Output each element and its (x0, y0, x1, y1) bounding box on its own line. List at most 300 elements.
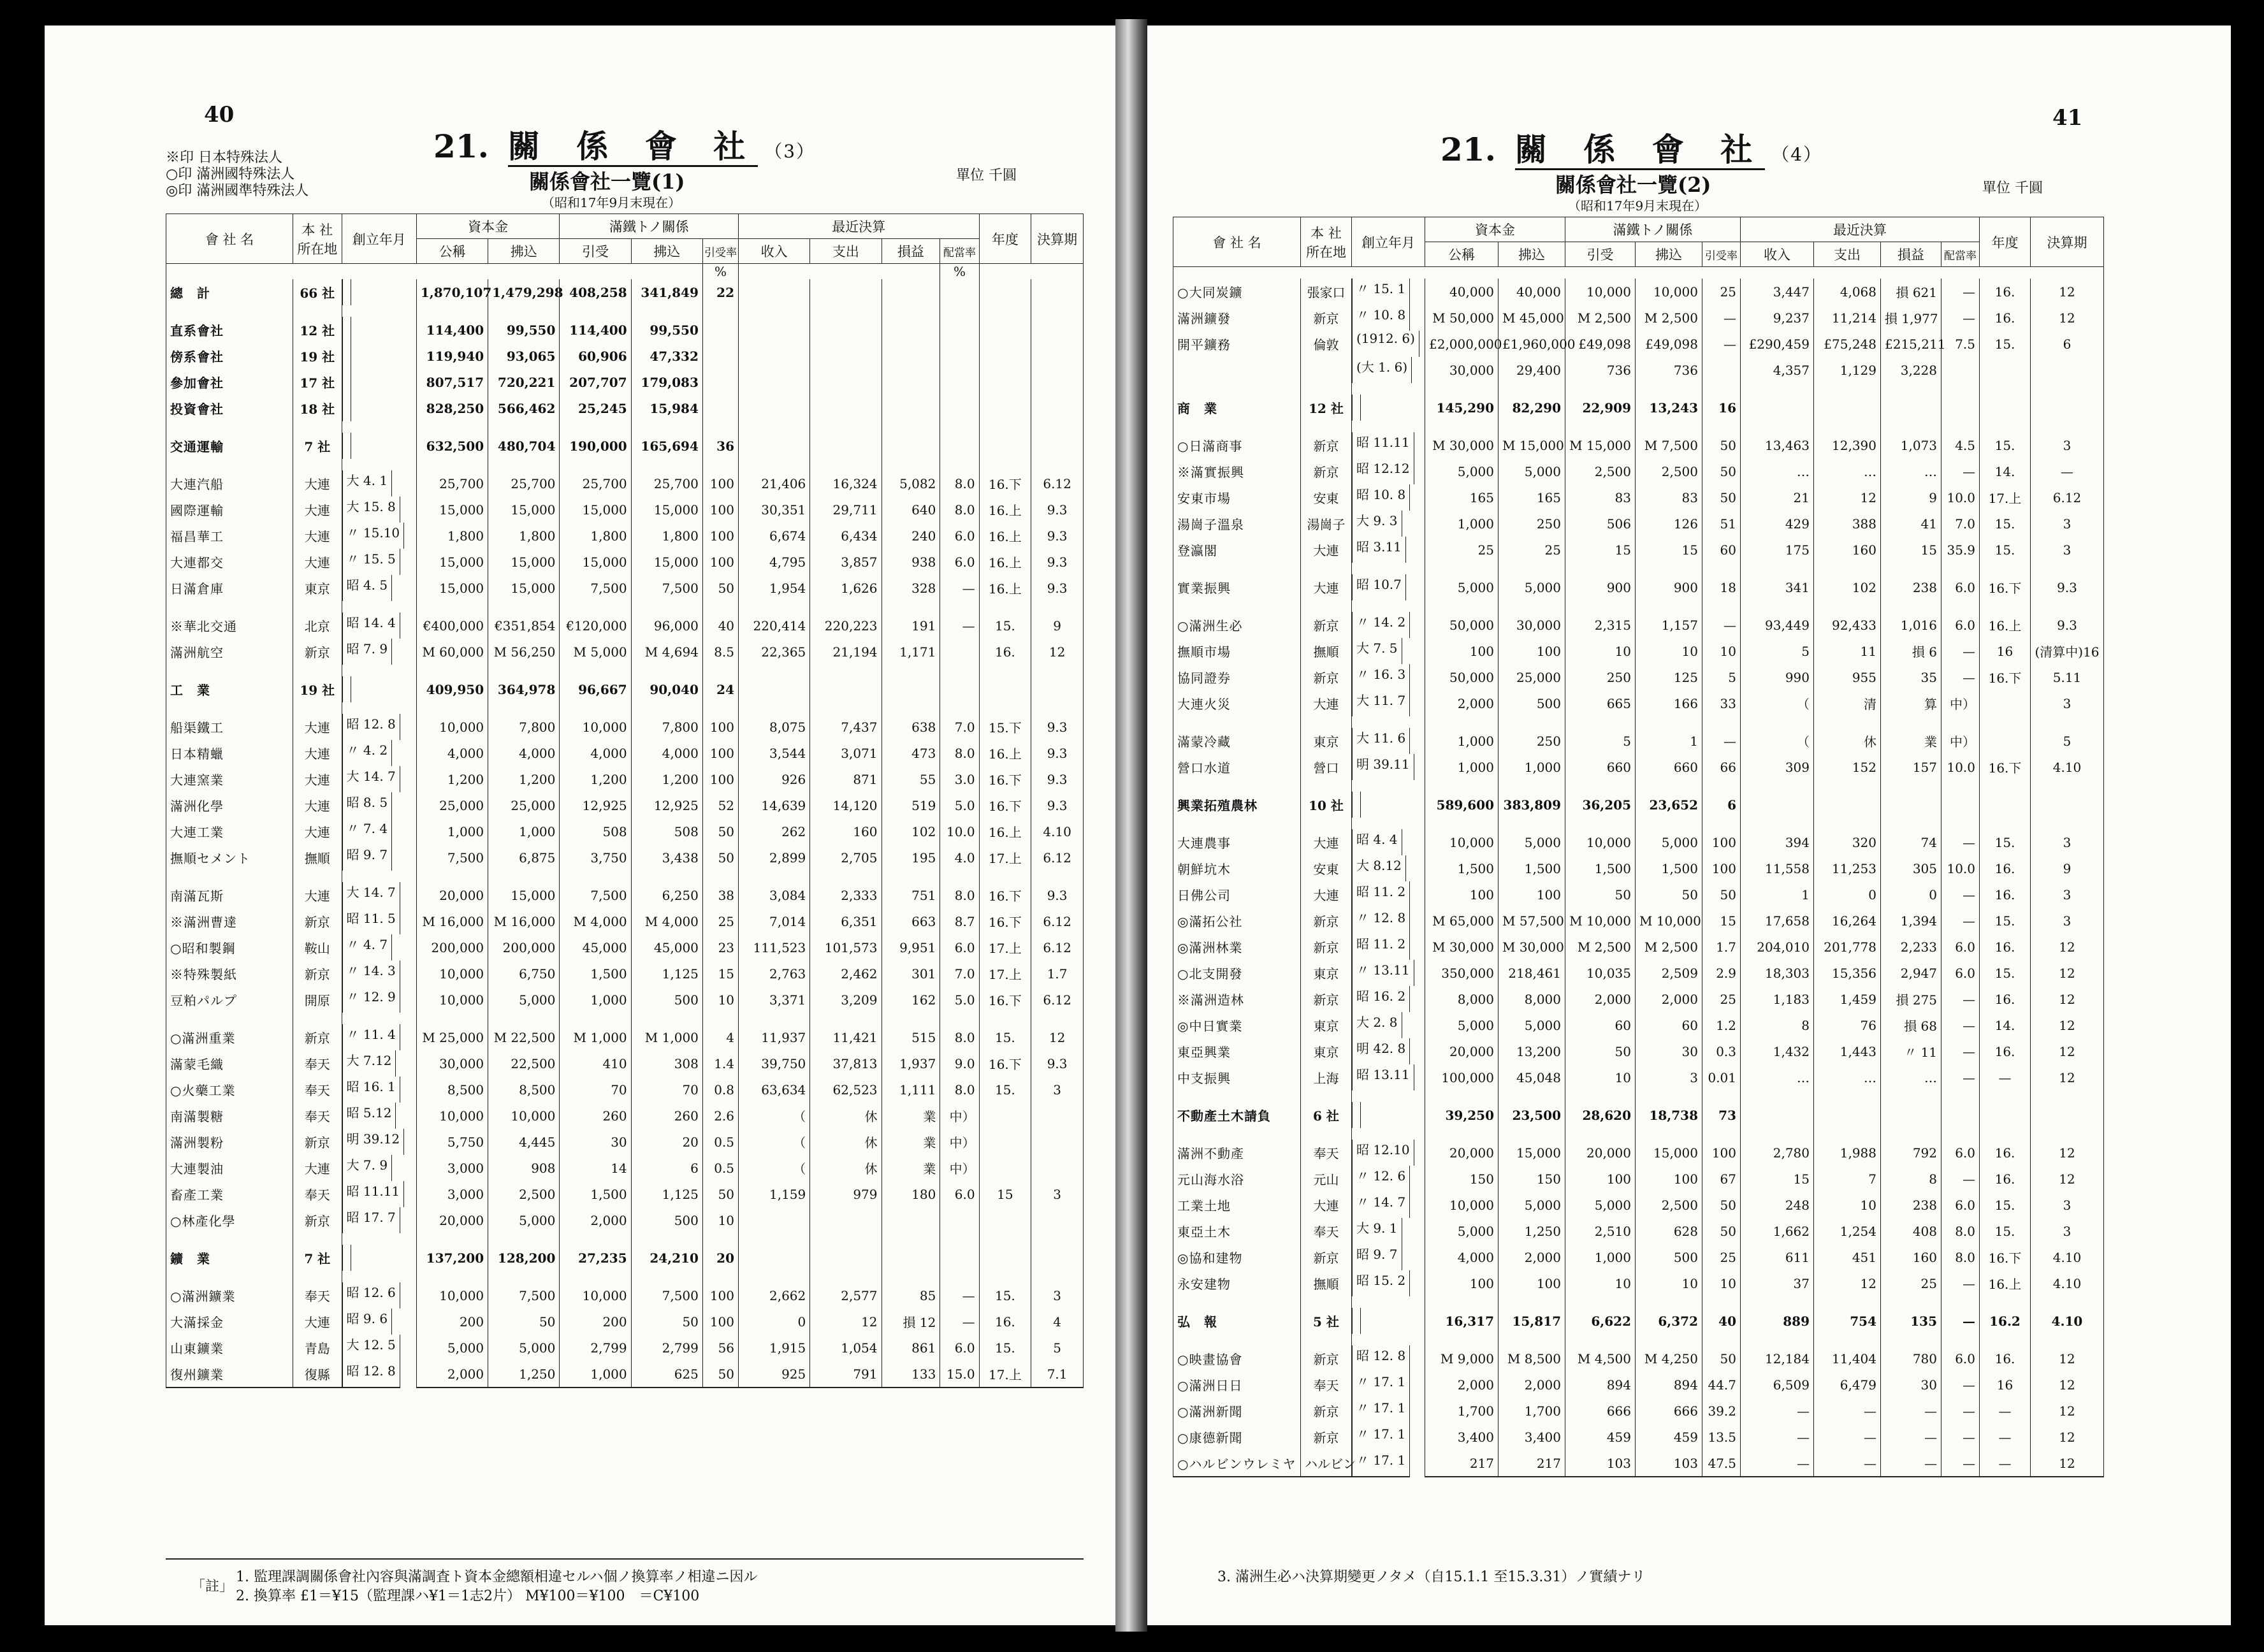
dividend-rate: — (1941, 1372, 1980, 1398)
founded: 大 7. 5 (1352, 638, 1402, 664)
company-name: ○滿洲新聞 (1173, 1398, 1301, 1424)
company-row (166, 1076, 1084, 1103)
settlement-month (1031, 1129, 1084, 1155)
category-subtotal-row (166, 395, 1084, 421)
capital-paid: 15,000 (488, 549, 560, 575)
settlement-month: 3 (1031, 1076, 1084, 1103)
location: 大連 (1301, 881, 1352, 908)
settlement-month (1031, 369, 1084, 395)
settlement-month: 3 (2031, 432, 2104, 458)
subscription-ratio: 50 (1702, 484, 1741, 511)
capital-authorized: 8,500 (416, 1076, 488, 1103)
founded: 大 7.12 (342, 1050, 396, 1076)
fiscal-year: 15 (979, 1181, 1031, 1207)
expense: 2,705 (810, 844, 882, 871)
subscribed: 12,925 (560, 792, 631, 818)
capital-paid: 15,817 (1498, 1308, 1565, 1334)
subscribed: 15,000 (560, 549, 631, 575)
income (739, 317, 810, 343)
expense: 11,421 (810, 1024, 882, 1050)
capital-paid: 5,000 (488, 1335, 560, 1361)
capital-paid: 5,000 (488, 987, 560, 1013)
settlement-month: 4.10 (2031, 1270, 2104, 1296)
subscribed: 5 (1565, 728, 1636, 754)
capital-authorized: 1,700 (1425, 1398, 1498, 1424)
subscribed-paid: 894 (1636, 1372, 1702, 1398)
capital-authorized: 10,000 (416, 987, 488, 1013)
subscribed: 50 (1565, 1038, 1636, 1064)
capital-paid: 93,065 (488, 343, 560, 369)
dividend-rate: 4.5 (1941, 432, 1980, 458)
company-row (1173, 1218, 2104, 1244)
expense: 休 (810, 1129, 882, 1155)
capital-authorized: 30,000 (1425, 357, 1498, 383)
subscribed-paid: 165,694 (631, 433, 702, 459)
expense (1814, 1102, 1881, 1128)
subscribed: 3,750 (560, 844, 631, 871)
founded (342, 369, 351, 395)
profit-loss: 25 (1881, 1270, 1941, 1296)
company-row (1173, 908, 2104, 934)
profit-loss (1881, 395, 1941, 421)
header-capital-paid: 拂込 (488, 239, 560, 264)
settlement-month: 9.3 (1031, 575, 1084, 601)
settlement-month (1031, 279, 1084, 305)
capital-paid: 82,290 (1498, 395, 1565, 421)
settlement-month: 9 (2031, 855, 2104, 881)
capital-paid: 29,400 (1498, 357, 1565, 383)
location (1301, 357, 1352, 383)
dividend-rate: — (1941, 1166, 1980, 1192)
location: 新京 (1301, 934, 1352, 960)
profit-loss: 業 (882, 1155, 940, 1181)
subscription-ratio: 100 (702, 766, 738, 792)
location: 湯崗子 (1301, 511, 1352, 537)
profit-loss: 損 68 (1881, 1012, 1941, 1038)
founded (1352, 395, 1361, 421)
capital-paid: 25 (1498, 537, 1565, 563)
settlement-month: 6.12 (1031, 987, 1084, 1013)
subscription-ratio: 100 (702, 549, 738, 575)
subscription-ratio: 24 (702, 676, 738, 702)
company-row (1173, 331, 2104, 357)
location: 6 社 (1301, 1102, 1352, 1128)
company-name: 大連汽船 (166, 470, 293, 496)
income: 9,237 (1741, 305, 1814, 331)
fiscal-year: 16. (1980, 855, 2031, 881)
capital-paid: 99,550 (488, 317, 560, 343)
income: 63,634 (739, 1076, 810, 1103)
expense: 3,071 (810, 740, 882, 766)
fiscal-year: 16.2 (1980, 1308, 2031, 1334)
expense: … (1814, 1064, 1881, 1090)
capital-authorized: 39,250 (1425, 1102, 1498, 1128)
expense: 2,333 (810, 882, 882, 908)
dividend-rate: — (940, 575, 979, 601)
subscribed: 1,000 (560, 987, 631, 1013)
income (739, 279, 810, 305)
header-ratio: 引受率 (702, 239, 738, 264)
income: 2,662 (739, 1282, 810, 1308)
company-row (166, 1308, 1084, 1335)
subscribed-paid: 500 (631, 1207, 702, 1233)
fiscal-year: 14. (1980, 1012, 2031, 1038)
company-row (166, 1129, 1084, 1155)
fiscal-year: 16. (1980, 934, 2031, 960)
settlement-month: — (2031, 458, 2104, 484)
capital-paid: £1,960,000 (1498, 331, 1565, 357)
capital-authorized: 217 (1425, 1450, 1498, 1477)
date-note: （昭和17年9月末現在） (1568, 198, 1708, 214)
fiscal-year: 16.下 (979, 766, 1031, 792)
subscribed: 200 (560, 1308, 631, 1335)
location: 青島 (293, 1335, 342, 1361)
settlement-month: 4.10 (2031, 1308, 2104, 1334)
company-name: 山東鑛業 (166, 1335, 293, 1361)
capital-paid: 500 (1498, 690, 1565, 716)
company-name: ○ハルビンウレミヤ (1173, 1450, 1301, 1477)
expense: 16,324 (810, 470, 882, 496)
subscribed: 10,000 (560, 1282, 631, 1308)
location: 大連 (293, 766, 342, 792)
capital-paid: M 8,500 (1498, 1345, 1565, 1372)
income: 204,010 (1741, 934, 1814, 960)
company-row (1173, 1372, 2104, 1398)
company-name: 東亞興業 (1173, 1038, 1301, 1064)
company-row (1173, 1140, 2104, 1166)
capital-paid: 2,000 (1498, 1244, 1565, 1270)
subscription-ratio: 44.7 (1702, 1372, 1741, 1398)
expense (810, 433, 882, 459)
profit-loss: 640 (882, 496, 940, 523)
subscribed: 2,000 (560, 1207, 631, 1233)
profit-loss: 8 (1881, 1166, 1941, 1192)
capital-authorized: M 9,000 (1425, 1345, 1498, 1372)
location: 撫順 (1301, 638, 1352, 664)
fiscal-year (1980, 1102, 2031, 1128)
company-name: 安東市場 (1173, 484, 1301, 511)
income: （ (739, 1129, 810, 1155)
header-mantetsu: 滿鐵トノ關係 (1565, 217, 1741, 242)
settlement-month: 12 (2031, 1012, 2104, 1038)
settlement-month (1031, 395, 1084, 421)
fiscal-year (1980, 395, 2031, 421)
income: 1,432 (1741, 1038, 1814, 1064)
settlement-month (2031, 792, 2104, 818)
location: 大連 (293, 714, 342, 740)
founded: 昭 12. 8 (342, 714, 400, 740)
capital-paid: 250 (1498, 511, 1565, 537)
expense: 388 (1814, 511, 1881, 537)
companies-table-1 (166, 214, 1084, 1388)
profit-loss: … (1881, 1064, 1941, 1090)
legend-item: ※印 日本特殊法人 (166, 150, 283, 166)
fiscal-year: 16.上 (979, 549, 1031, 575)
capital-paid: 6,875 (488, 844, 560, 871)
capital-authorized: 165 (1425, 484, 1498, 511)
fiscal-year: 15. (1980, 1192, 2031, 1218)
subscription-ratio: 8.5 (702, 639, 738, 665)
subscribed: 10 (1565, 1064, 1636, 1090)
expense (810, 1245, 882, 1271)
capital-paid: M 56,250 (488, 639, 560, 665)
capital-paid: 250 (1498, 728, 1565, 754)
location: 元山 (1301, 1166, 1352, 1192)
settlement-month: 12 (2031, 1424, 2104, 1450)
expense: 320 (1814, 829, 1881, 855)
company-row (1173, 855, 2104, 881)
subscribed: 15,000 (560, 496, 631, 523)
fiscal-year: 16.下 (979, 882, 1031, 908)
subscribed-paid: 6,372 (1636, 1308, 1702, 1334)
founded: 昭 12.10 (1352, 1140, 1414, 1166)
location: 營口 (1301, 754, 1352, 780)
spacer-row (166, 421, 1084, 433)
company-name: 大連農事 (1173, 829, 1301, 855)
company-row (1173, 690, 2104, 716)
subscribed-paid: 2,500 (1636, 1192, 1702, 1218)
income: 220,414 (739, 612, 810, 639)
expense: 160 (1814, 537, 1881, 563)
capital-authorized: 10,000 (416, 1103, 488, 1129)
spacer-row (1173, 563, 2104, 574)
founded: 昭 17. 7 (342, 1207, 400, 1233)
dividend-rate (940, 279, 979, 305)
subscribed-paid: 500 (1636, 1244, 1702, 1270)
dividend-rate: 9.0 (940, 1050, 979, 1076)
footnote: 1. 監理課調關係會社內容與滿調査ト資本金總額相違セルハ個ノ換算率ノ相違ニ因ル (236, 1569, 758, 1585)
subscription-ratio: 0.8 (702, 1076, 738, 1103)
capital-paid: 100 (1498, 1270, 1565, 1296)
settlement-month: 6.12 (1031, 908, 1084, 934)
legend (166, 150, 308, 199)
location: 大連 (1301, 829, 1352, 855)
fiscal-year: 16.上 (1980, 612, 2031, 638)
subscribed-paid: 1,500 (1636, 855, 1702, 881)
subscription-ratio: 25 (1702, 986, 1741, 1012)
capital-authorized: €400,000 (416, 612, 488, 639)
founded: 昭 11. 5 (342, 908, 400, 934)
fiscal-year (979, 1103, 1031, 1129)
profit-loss (882, 343, 940, 369)
location: 大連 (293, 740, 342, 766)
company-name: 開平鑛務 (1173, 331, 1301, 357)
capital-authorized: 10,000 (1425, 1192, 1498, 1218)
profit-loss (882, 1245, 940, 1271)
founded: 〃 17. 1 (1352, 1424, 1410, 1450)
fiscal-year: 14. (1980, 458, 2031, 484)
capital-authorized: 1,800 (416, 523, 488, 549)
subscribed-paid: M 10,000 (1636, 908, 1702, 934)
income: 93,449 (1741, 612, 1814, 638)
subscription-ratio: 60 (1702, 537, 1741, 563)
location: 新京 (1301, 1398, 1352, 1424)
expense: 160 (810, 818, 882, 844)
profit-loss: 157 (1881, 754, 1941, 780)
location: 東京 (1301, 1012, 1352, 1038)
capital-authorized: 5,000 (1425, 1218, 1498, 1244)
subscribed-paid: 2,500 (1636, 458, 1702, 484)
company-row (166, 882, 1084, 908)
location: 東京 (1301, 1038, 1352, 1064)
fiscal-year: 16.下 (1980, 574, 2031, 600)
company-name: 豆粕パルプ (166, 987, 293, 1013)
capital-paid: 2,500 (488, 1181, 560, 1207)
subscription-ratio: 100 (1702, 855, 1741, 881)
company-row (1173, 574, 2104, 600)
subscription-ratio: 50 (1702, 881, 1741, 908)
company-row (1173, 279, 2104, 305)
subscribed: 10,000 (1565, 829, 1636, 855)
income: 0 (739, 1308, 810, 1335)
location: 撫順 (1301, 1270, 1352, 1296)
footnote: 3. 滿洲生必ハ決算期變更ノタメ（自15.1.1 至15.3.31）ノ實績ナリ (1217, 1569, 1646, 1585)
profit-loss: 638 (882, 714, 940, 740)
subscribed-paid: 2,000 (1636, 986, 1702, 1012)
dividend-rate (940, 1207, 979, 1233)
subscription-ratio: 100 (702, 523, 738, 549)
company-row (166, 987, 1084, 1013)
income: 15 (1741, 1166, 1814, 1192)
capital-authorized: 3,000 (416, 1181, 488, 1207)
company-row (1173, 432, 2104, 458)
dividend-rate (940, 433, 979, 459)
company-name: 營口水道 (1173, 754, 1301, 780)
subscription-ratio: 22 (702, 279, 738, 305)
company-name: 南滿製糖 (166, 1103, 293, 1129)
subscribed-paid: 90,040 (631, 676, 702, 702)
subscribed: M 10,000 (1565, 908, 1636, 934)
expense: 10 (1814, 1192, 1881, 1218)
right-page (1147, 25, 2231, 1625)
income: 4,357 (1741, 357, 1814, 383)
subscribed: 1,000 (560, 1361, 631, 1388)
capital-paid: 7,800 (488, 714, 560, 740)
subscription-ratio: 33 (1702, 690, 1741, 716)
profit-loss: 1,171 (882, 639, 940, 665)
capital-authorized: 409,950 (416, 676, 488, 702)
subscription-ratio: 47.5 (1702, 1450, 1741, 1477)
company-name: ◎滿洲林業 (1173, 934, 1301, 960)
location: 鞍山 (293, 934, 342, 960)
capital-paid: 1,800 (488, 523, 560, 549)
settlement-month: 4.10 (2031, 754, 2104, 780)
location: 新京 (1301, 1244, 1352, 1270)
header-income: 收入 (739, 239, 810, 264)
founded: 〃 15. 5 (342, 549, 400, 575)
fiscal-year: 16. (1980, 1140, 2031, 1166)
founded: 昭 3.11 (1352, 537, 1406, 563)
profit-loss: 1,111 (882, 1076, 940, 1103)
capital-authorized: 7,500 (416, 844, 488, 871)
settlement-month: 12 (2031, 1140, 2104, 1166)
founded: 大 9. 3 (1352, 511, 1402, 537)
income: 37 (1741, 1270, 1814, 1296)
profit-loss: 180 (882, 1181, 940, 1207)
founded: 明 39.11 (1352, 754, 1414, 780)
subscribed-paid: 1,200 (631, 766, 702, 792)
fiscal-year: 16 (1980, 1372, 2031, 1398)
capital-paid: 383,809 (1498, 792, 1565, 818)
profit-loss: 0 (1881, 881, 1941, 908)
subscribed-paid: M 7,500 (1636, 432, 1702, 458)
income: （ (739, 1155, 810, 1181)
subscribed: 900 (1565, 574, 1636, 600)
profit-loss: £215,211 (1881, 331, 1941, 357)
subscription-ratio: 73 (1702, 1102, 1741, 1128)
founded: 大 9. 1 (1352, 1218, 1402, 1244)
capital-paid: M 16,000 (488, 908, 560, 934)
company-name: 直系會社 (166, 317, 293, 343)
date-note: （昭和17年9月末現在） (542, 195, 681, 210)
founded: 昭 9. 6 (342, 1308, 393, 1335)
founded: 昭 13.11 (1352, 1064, 1414, 1090)
expense: 979 (810, 1181, 882, 1207)
settlement-month: 9.3 (1031, 1050, 1084, 1076)
capital-paid: 8,000 (1498, 986, 1565, 1012)
income: 394 (1741, 829, 1814, 855)
settlement-month: 12 (2031, 305, 2104, 331)
company-name: ○火藥工業 (166, 1076, 293, 1103)
fiscal-year: 17.上 (1980, 484, 2031, 511)
dividend-rate: 8.0 (940, 740, 979, 766)
subscribed-paid: M 4,694 (631, 639, 702, 665)
settlement-month: 9.3 (1031, 766, 1084, 792)
income (739, 1207, 810, 1233)
income: 1,954 (739, 575, 810, 601)
founded: 大 14. 7 (342, 882, 400, 908)
fiscal-year (979, 1155, 1031, 1181)
founded: 大 15. 8 (342, 496, 400, 523)
settlement-month: 4 (1031, 1308, 1084, 1335)
subscribed: 83 (1565, 484, 1636, 511)
subscribed: 2,510 (1565, 1218, 1636, 1244)
founded: 大 11. 7 (1352, 690, 1410, 716)
founded: 〃 14. 2 (1352, 612, 1410, 638)
location: 新京 (293, 960, 342, 987)
dividend-rate: 6.0 (1941, 1140, 1980, 1166)
spacer-row (1173, 1296, 2104, 1308)
settlement-month: 3 (2031, 881, 2104, 908)
subscription-ratio: 10 (702, 987, 738, 1013)
expense: 152 (1814, 754, 1881, 780)
location: 大連 (1301, 690, 1352, 716)
company-name: 登瀛閣 (1173, 537, 1301, 563)
income: — (1741, 1398, 1814, 1424)
category-subtotal-row (1173, 792, 2104, 818)
company-row (166, 1282, 1084, 1308)
subscribed-paid: 10 (1636, 638, 1702, 664)
expense: 102 (1814, 574, 1881, 600)
location: 新京 (1301, 986, 1352, 1012)
expense: 92,433 (1814, 612, 1881, 638)
subscribed: 508 (560, 818, 631, 844)
fiscal-year: 16.上 (979, 523, 1031, 549)
company-row (1173, 537, 2104, 563)
subscribed: 10,035 (1565, 960, 1636, 986)
settlement-month: 5 (1031, 1335, 1084, 1361)
subscription-ratio: 67 (1702, 1166, 1741, 1192)
company-name: ○滿洲日日 (1173, 1372, 1301, 1398)
profit-loss: 473 (882, 740, 940, 766)
settlement-month (1031, 1155, 1084, 1181)
dividend-rate: — (1941, 829, 1980, 855)
location: 新京 (293, 639, 342, 665)
fiscal-year: — (1980, 1398, 2031, 1424)
expense: 11,404 (1814, 1345, 1881, 1372)
dividend-rate: 8.0 (940, 1076, 979, 1103)
dividend-rate: — (1941, 1012, 1980, 1038)
